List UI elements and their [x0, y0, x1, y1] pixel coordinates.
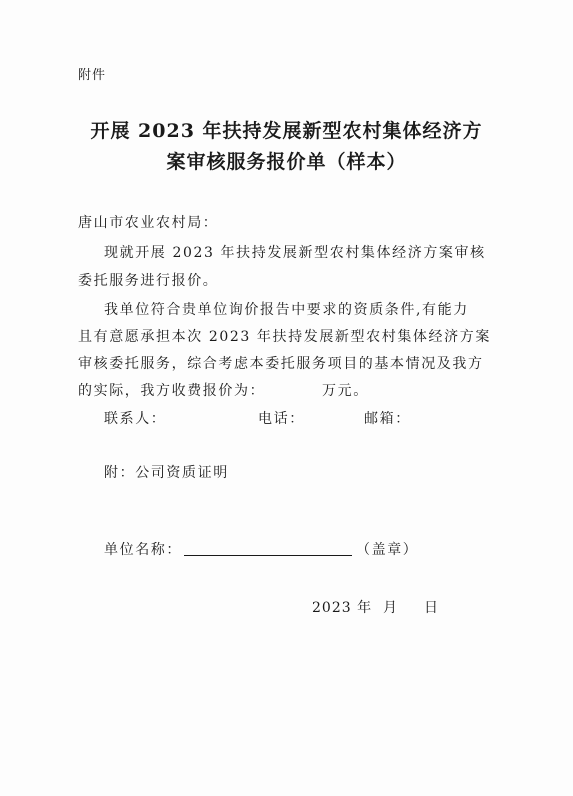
document-title-line-2: 案审核服务报价单（样本） [166, 151, 407, 173]
paragraph-2-line-1: 我单位符合贵单位询价报告中要求的资质条件,有能力 [104, 302, 469, 318]
attachment-label: 附件 [78, 68, 107, 83]
unit-name-label: 单位名称： [104, 542, 182, 558]
paragraph-2-line-3: 审核委托服务，综合考虑本委托服务项目的基本情况及我方 [78, 356, 484, 372]
contact-email-label: 邮箱： [364, 411, 411, 427]
date-month: 月 [383, 600, 398, 616]
seal-label: （盖章） [356, 542, 419, 558]
paragraph-2-line-4: 的实际，我方收费报价为： [78, 383, 266, 399]
unit-name-row [104, 535, 418, 565]
contact-person-label: 联系人： [104, 411, 167, 427]
attachment-item: 附：公司资质证明 [104, 465, 229, 481]
paragraph-1-line-2: 委托服务进行报价。 [78, 273, 219, 289]
addressee: 唐山市农业农村局： [78, 215, 219, 231]
date-year: 2023 年 [312, 600, 373, 616]
paragraph-1-line-1: 现就开展 2023 年扶持发展新型农村集体经济方案审核 [104, 245, 486, 261]
unit-name-blank-line [184, 537, 352, 556]
contact-phone-label: 电话： [258, 411, 305, 427]
document-title-line-1: 开展 2023 年扶持发展新型农村集体经济方 [90, 120, 483, 142]
date-day: 日 [424, 600, 439, 616]
price-unit: 万元。 [322, 383, 369, 399]
paragraph-2-line-2: 且有意愿承担本次 2023 年扶持发展新型农村集体经济方案 [78, 329, 491, 345]
